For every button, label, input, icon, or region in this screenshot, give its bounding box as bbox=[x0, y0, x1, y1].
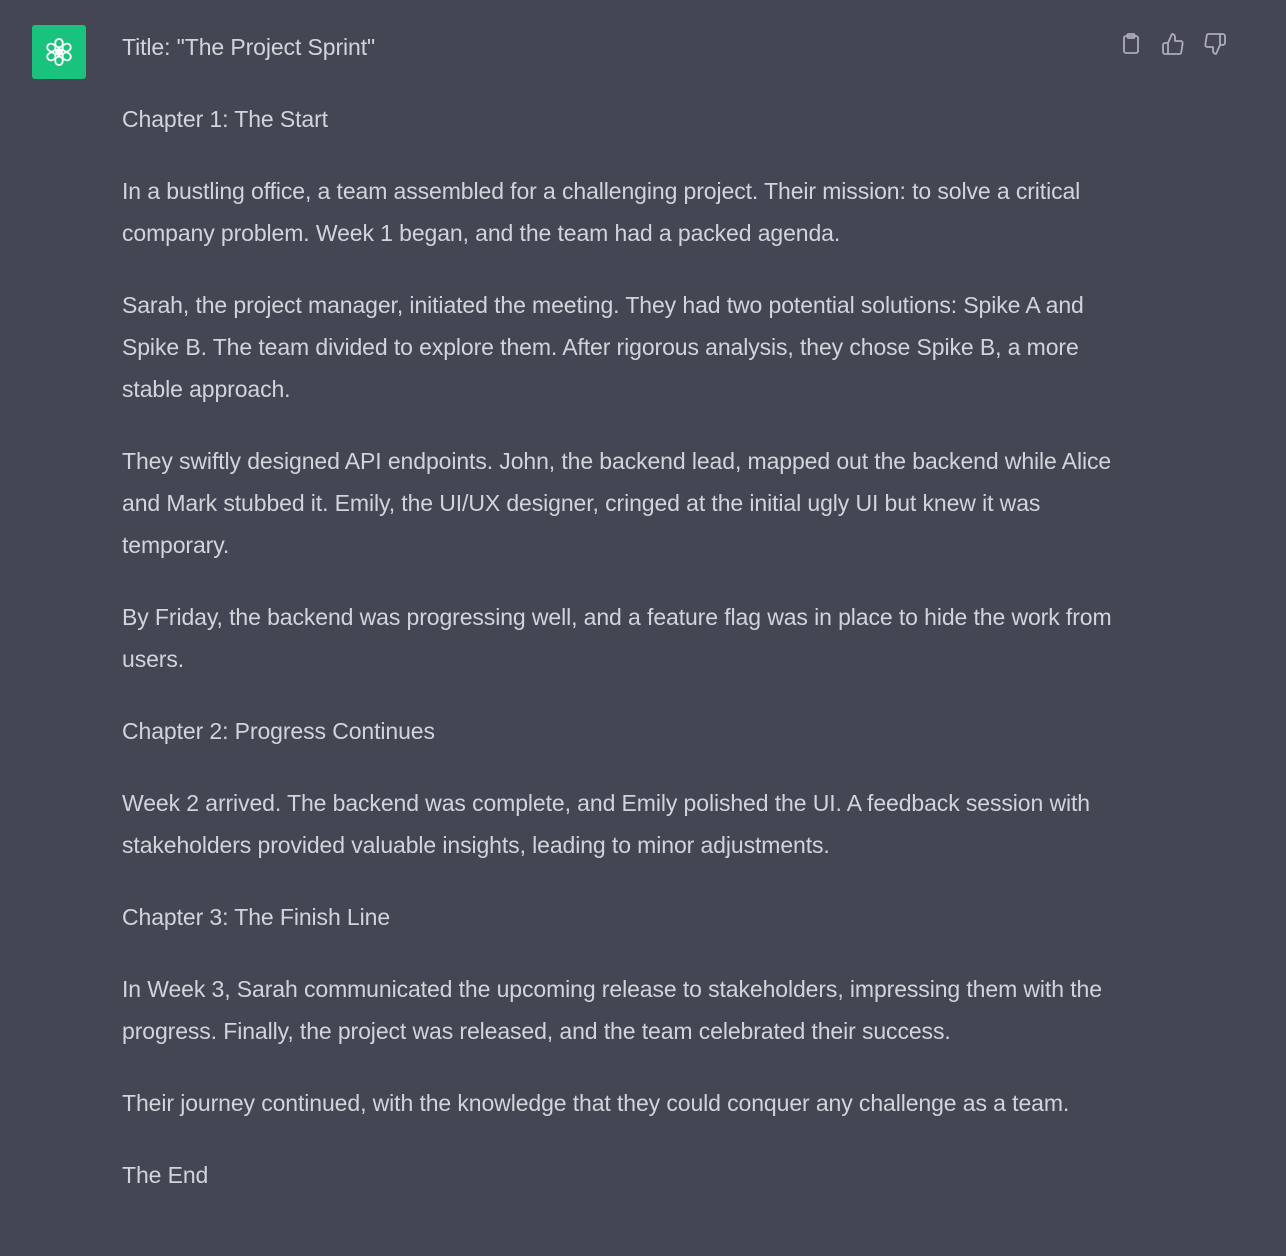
paragraph: Sarah, the project manager, initiated the meeting. They had two potential solutions: Spike A and Spike B. The team divided to explore them. After rigorous analysis, they chose Spike B, a more stable approach. bbox=[122, 292, 1084, 402]
paragraph: In a bustling office, a team assembled for a challenging project. Their mission: to solve a critical company problem. Week 1 began, and the team had a packed agenda. bbox=[122, 178, 1081, 246]
thumbs-down-icon bbox=[1203, 32, 1227, 56]
copy-button[interactable] bbox=[1116, 29, 1146, 59]
story-ending: The End bbox=[122, 1162, 209, 1188]
paragraph: Their journey continued, with the knowledge that they could conquer any challenge as a team. bbox=[122, 1090, 1070, 1116]
thumbs-down-button[interactable] bbox=[1200, 29, 1230, 59]
chapter-heading: Chapter 1: The Start bbox=[122, 106, 328, 132]
paragraph: In Week 3, Sarah communicated the upcoming release to stakeholders, impressing them with the progress. Finally, the project was released, and the team celebrated their success. bbox=[122, 976, 1102, 1044]
avatar bbox=[32, 25, 86, 79]
story-title: Title: "The Project Sprint" bbox=[122, 34, 376, 60]
chapter-heading: Chapter 2: Progress Continues bbox=[122, 718, 435, 744]
assistant-message bbox=[122, 26, 1112, 1196]
thumbs-up-button[interactable] bbox=[1158, 29, 1188, 59]
clipboard-icon bbox=[1120, 32, 1142, 56]
paragraph: They swiftly designed API endpoints. John, the backend lead, mapped out the backend while Alice and Mark stubbed it. Emily, the UI/UX designer, cringed at the initial ugly UI but knew it was temporary. bbox=[122, 448, 1112, 558]
thumbs-up-icon bbox=[1161, 32, 1185, 56]
paragraph: Week 2 arrived. The backend was complete, and Emily polished the UI. A feedback session with stakeholders provided valuable insights, leading to minor adjustments. bbox=[122, 790, 1090, 858]
openai-logo-icon bbox=[42, 35, 76, 69]
paragraph: By Friday, the backend was progressing well, and a feature flag was in place to hide the work from users. bbox=[122, 604, 1112, 672]
message-actions bbox=[1116, 29, 1230, 59]
chapter-heading: Chapter 3: The Finish Line bbox=[122, 904, 391, 930]
